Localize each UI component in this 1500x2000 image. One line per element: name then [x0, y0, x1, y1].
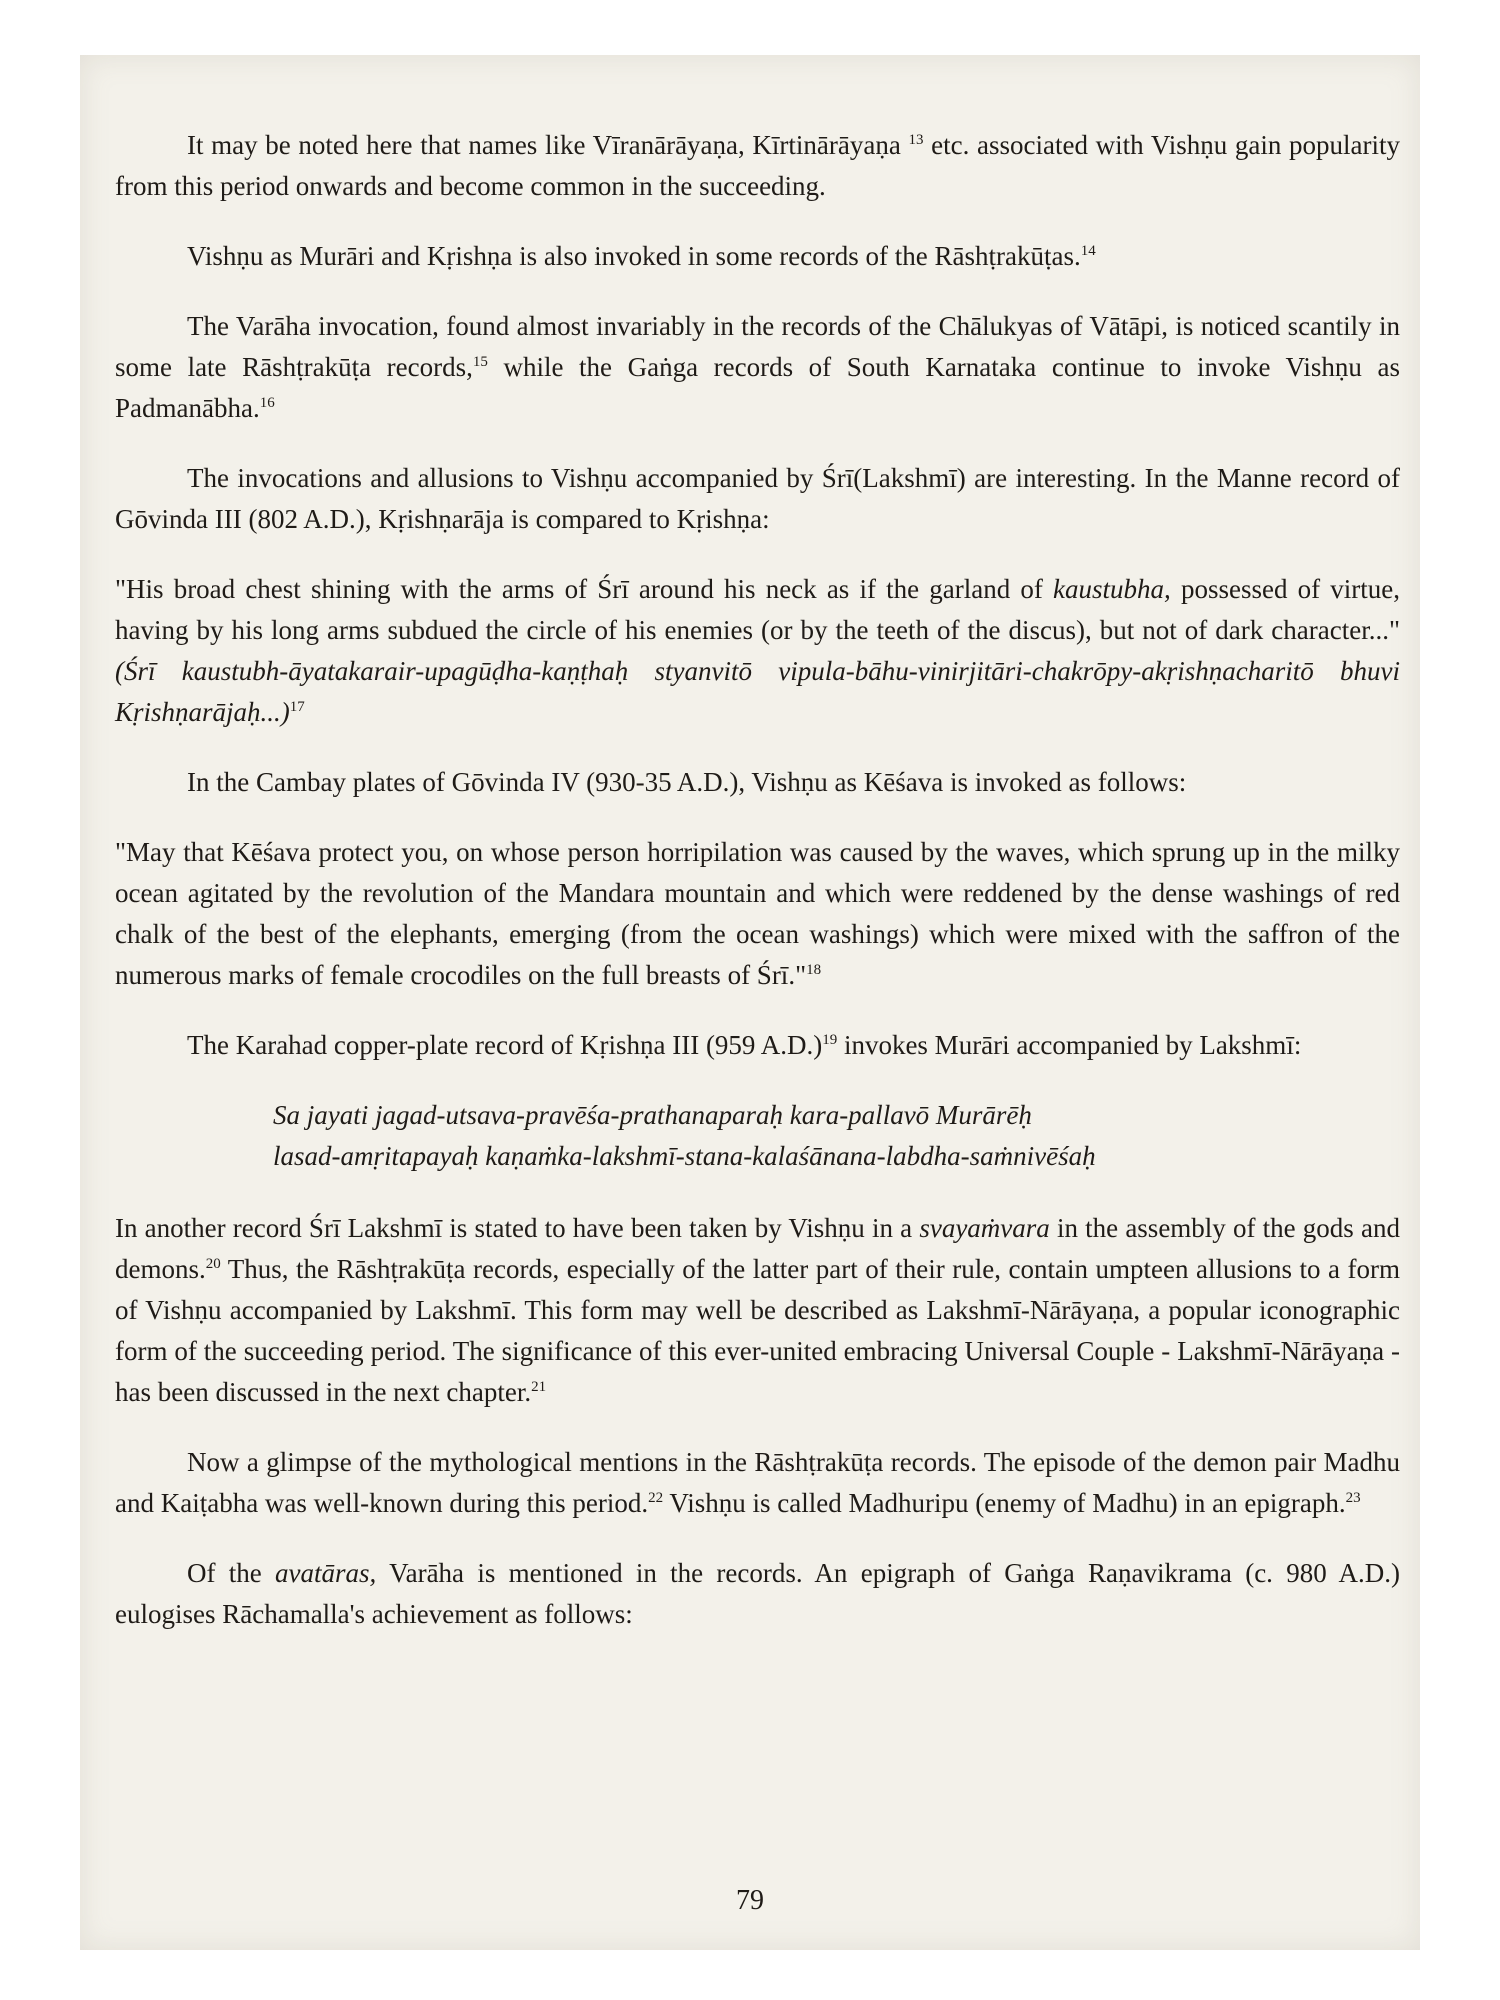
- footnote-ref-21: 21: [531, 1379, 547, 1395]
- footnote-ref-19: 19: [822, 1032, 838, 1048]
- paragraph-9: Of the avatāras, Varāha is mentioned in the records. An epigraph of Gaṅga Raṇavikrama (c. 980 A.D.) eulogises Rāchamalla's achievement as follows:: [115, 1558, 1400, 1629]
- paragraph-7: In another record Śrī Lakshmī is stated to have been taken by Vishṇu in a svayaṁvara in the assembly of the gods and demons.$^{20}$ Thus, the Rāshṭrakūṭa records, especially of the latter part of their rule, contain umpteen allusions to a form of Vishṇu accompanied by Lakshmī. This form may well be described as Lakshmī-Nārāyaṇa, a popular iconographic form of the succeeding period. The significance of this ever-united embracing Universal Couple - Lakshmī-Nārāyaṇa - has been discussed in the next chapter.$^{21}$: [115, 1213, 1400, 1407]
- page-number: 79: [736, 1885, 764, 1916]
- verse-line-1: Sa jayati jagad-utsava-pravēśa-prathanaparaḥ kara-pallavō Murārēḥ: [273, 1100, 1032, 1130]
- footnote-ref-15: 15: [472, 354, 488, 370]
- page-body: [115, 125, 1400, 1664]
- paragraph-8: Now a glimpse of the mythological mentions in the Rāshṭrakūṭa records. The episode of the demon pair Madhu and Kaiṭabha was well-known during this period.$^{22}$ Vishṇu is called Madhuripu (enemy of Madhu) in an epigraph.$^{23}$: [115, 1447, 1400, 1518]
- paragraph-6: The Karahad copper-plate record of Kṛishṇa III (959 A.D.)$^{19}$ invokes Murāri accompanied by Lakshmī:: [187, 1030, 1302, 1060]
- paragraph-3: The Varāha invocation, found almost invariably in the records of the Chālukyas of Vātāpi, is noticed scantily in some late Rāshṭrakūṭa records,$^{15}$ while the Gaṅga records of South Karnataka continue to invoke Vishṇu as Padmanābha.$^{16}$: [115, 311, 1400, 423]
- footnote-ref-16: 16: [259, 395, 275, 411]
- footnote-ref-18: 18: [806, 962, 822, 978]
- verse-line-2: lasad-amṛitapayaḥ kaṇaṁka-lakshmī-stana-kalaśānana-labdha-saṁnivēśaḥ: [273, 1141, 1096, 1171]
- footnote-ref-22: 22: [648, 1490, 664, 1506]
- paragraph-4: The invocations and allusions to Vishṇu accompanied by Śrī(Lakshmī) are interesting. In the Manne record of Gōvinda III (802 A.D.), Kṛishṇarāja is compared to Kṛishṇa:: [115, 463, 1400, 534]
- paragraph-1: It may be noted here that names like Vīranārāyaṇa, Kīrtinārāyaṇa $^{13}$ etc. associated with Vishṇu gain popularity from this period onwards and become common in the succeeding.: [115, 130, 1400, 201]
- paragraph-2: Vishṇu as Murāri and Kṛishṇa is also invoked in some records of the Rāshṭrakūṭas.$^{14}$: [187, 241, 1096, 271]
- sanskrit-verse: [273, 1095, 1400, 1177]
- quotation-1: "His broad chest shining with the arms of Śrī around his neck as if the garland of kaustubha, possessed of virtue, having by his long arms subdued the circle of his enemies (or by the teeth of the discus), but not of dark character..." (Śrī kaustubh-āyatakarair-upagūḍha-kaṇṭhaḥ styanvitō vipula-bāhu-vinirjitāri-chakrōpy-akṛishṇacharitō bhuvi Kṛishṇarājaḥ...)$^{17}$: [115, 574, 1400, 727]
- footnote-ref-20: 20: [205, 1256, 221, 1272]
- document-page: [80, 55, 1420, 1950]
- quotation-2: "May that Kēśava protect you, on whose person horripilation was caused by the waves, which sprung up in the milky ocean agitated by the revolution of the Mandara mountain and which were reddened by the dense washings of red chalk of the best of the elephants, emerging (from the ocean washings) which were mixed with the saffron of the numerous marks of female crocodiles on the full breasts of Śrī."$^{18}$: [115, 837, 1400, 990]
- footnote-ref-13: 13: [908, 132, 924, 148]
- paragraph-5: In the Cambay plates of Gōvinda IV (930-35 A.D.), Vishṇu as Kēśava is invoked as follows:: [187, 767, 1187, 797]
- footnote-ref-14: 14: [1080, 243, 1096, 259]
- footnote-ref-17: 17: [289, 699, 305, 715]
- footnote-ref-23: 23: [1345, 1490, 1361, 1506]
